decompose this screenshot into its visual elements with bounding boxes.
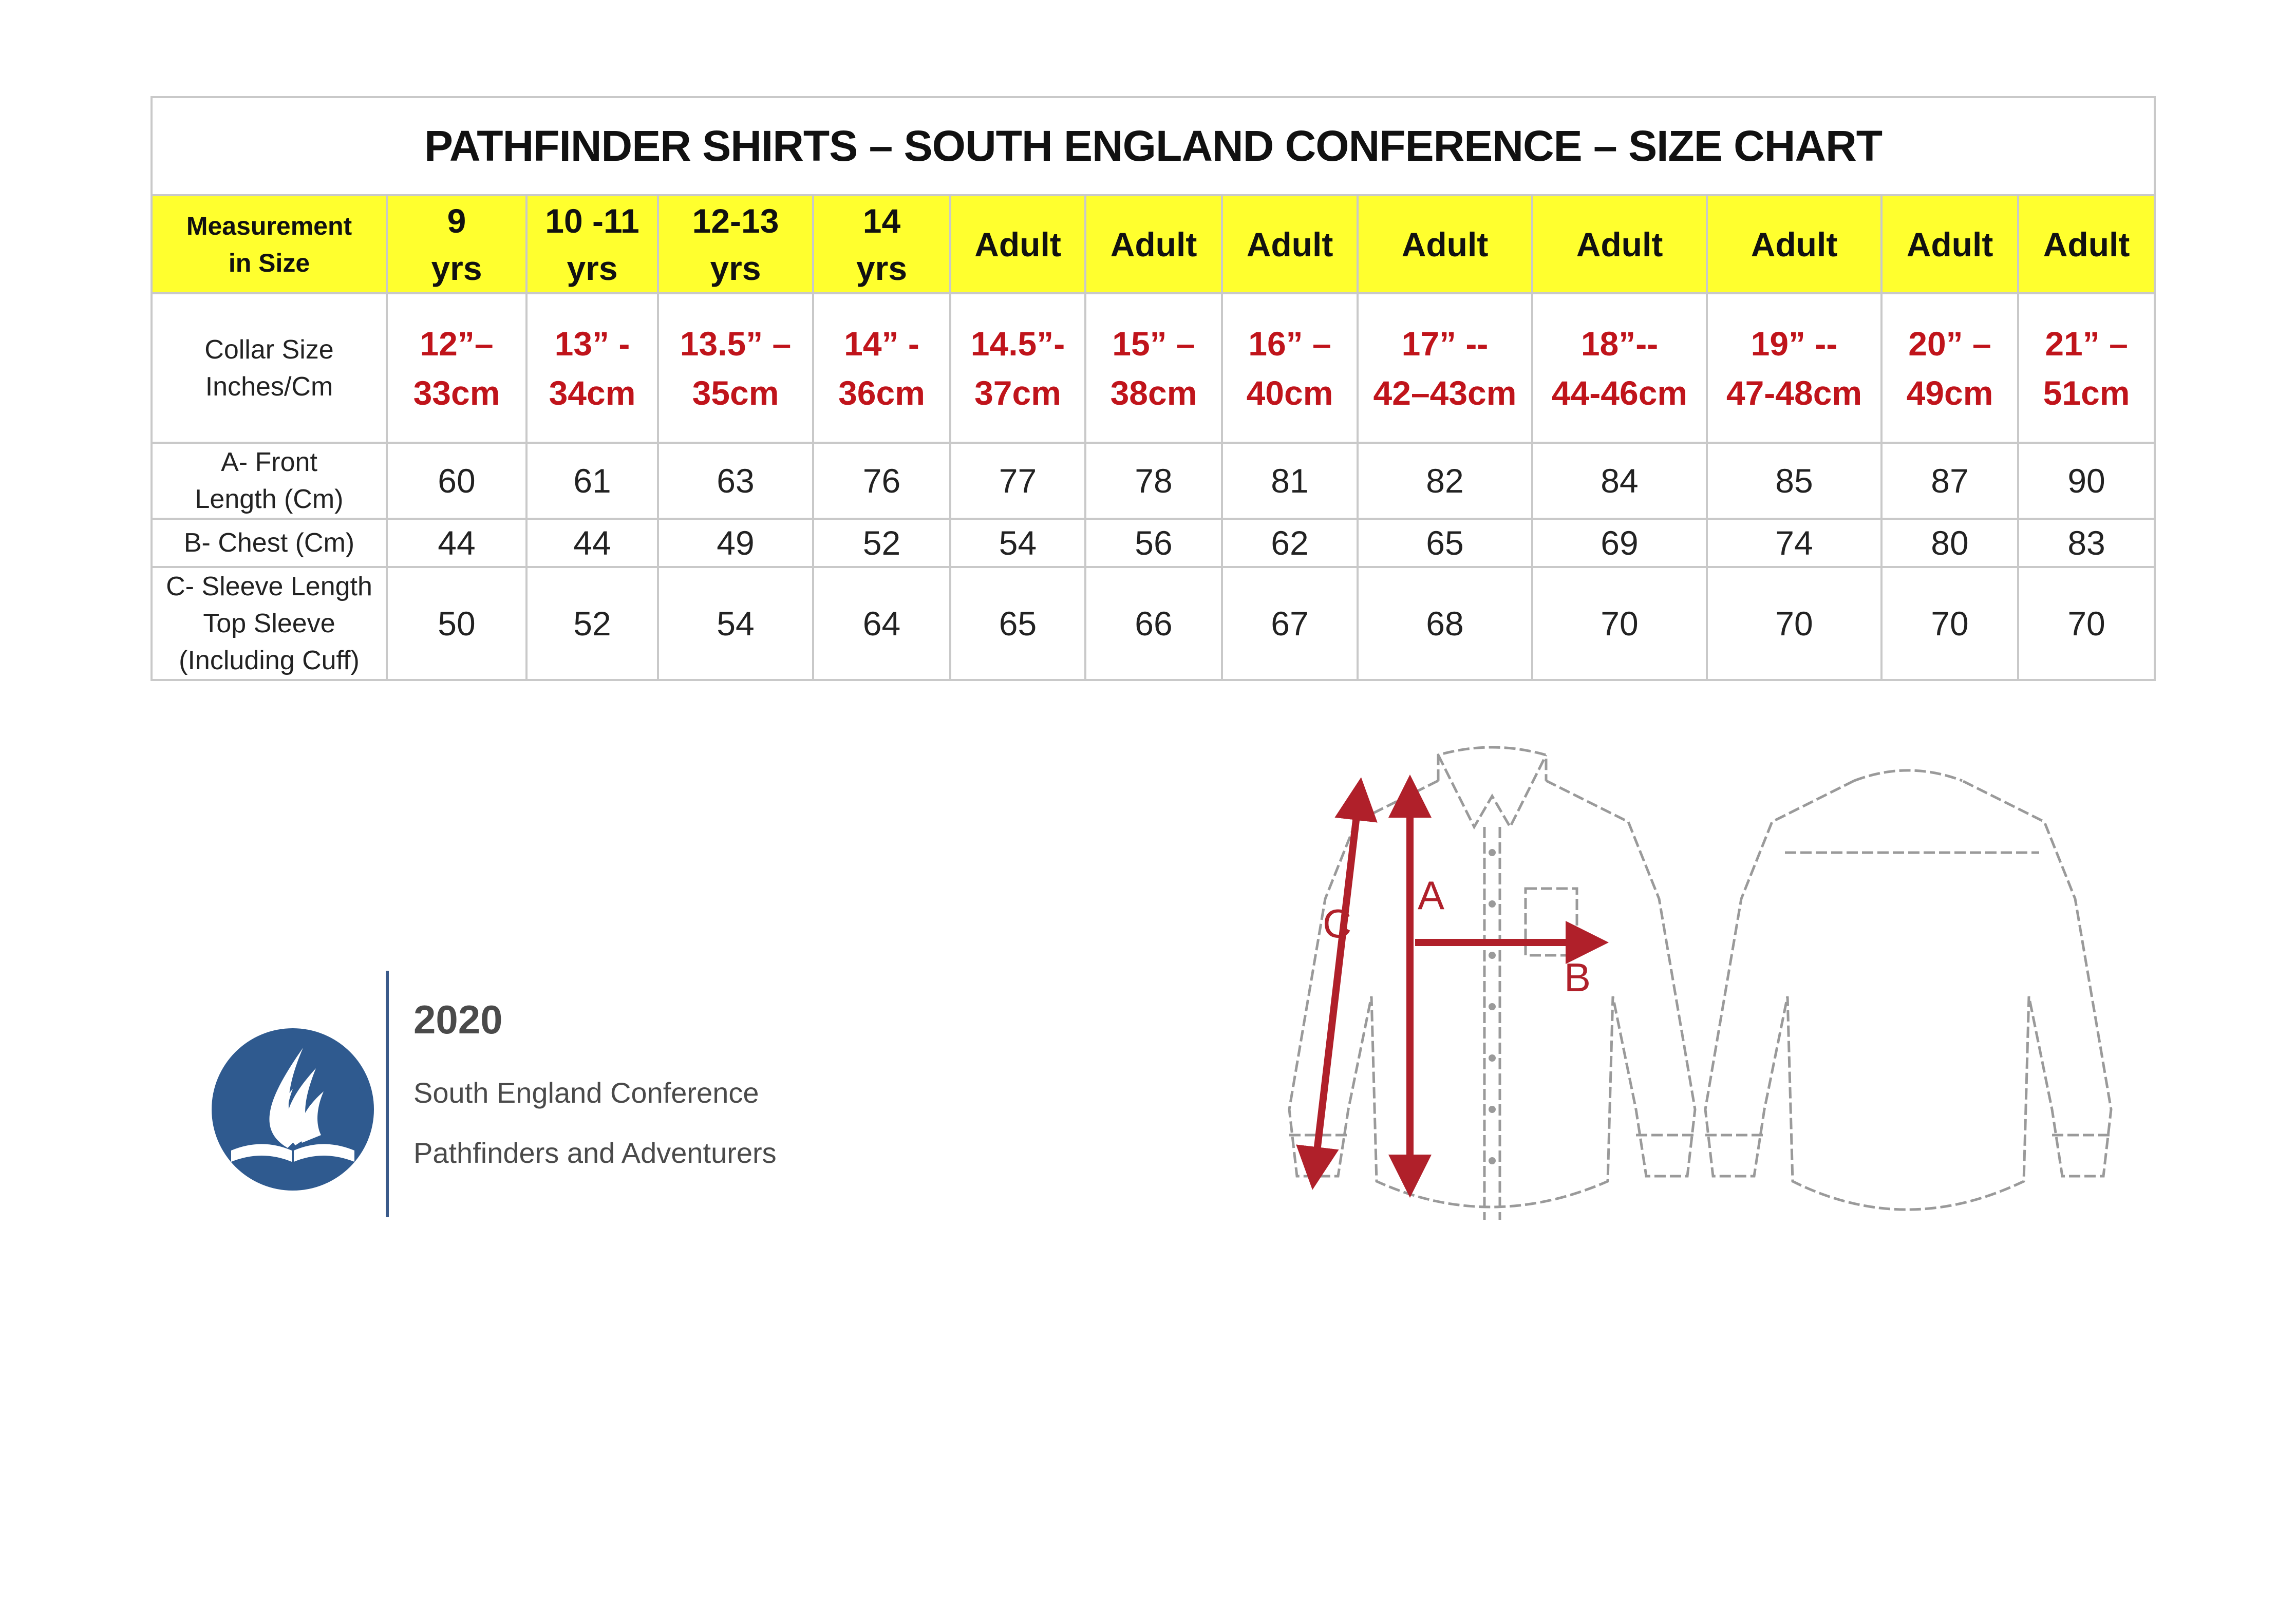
chest-row: [152, 519, 2155, 567]
chart-title: PATHFINDER SHIRTS – SOUTH ENGLAND CONFERENCE – SIZE CHART: [152, 97, 2155, 195]
cell-line: 44: [438, 524, 476, 562]
cell-line: 51cm: [2043, 373, 2130, 412]
organization-name: South England Conference: [413, 1077, 759, 1109]
table-cell: [2018, 567, 2155, 680]
table-cell: [813, 519, 950, 567]
size-header-cell: [2018, 195, 2155, 293]
cell-line: 85: [1775, 462, 1813, 500]
table-cell: [1881, 443, 2018, 519]
cell-line: 12-13: [692, 201, 779, 240]
cell-line: 60: [438, 462, 476, 500]
size-table: [150, 96, 2156, 681]
cell-line: 90: [2067, 462, 2105, 500]
table-cell: [1707, 443, 1881, 519]
table-cell: [658, 293, 813, 443]
table-cell: [1085, 293, 1222, 443]
cell-line: Adult: [974, 225, 1061, 263]
cell-line: 10 -11: [545, 201, 639, 240]
size-header-cell: [1085, 195, 1222, 293]
size-header-cell: [658, 195, 813, 293]
collar-size-row: [152, 293, 2155, 443]
cell-line: yrs: [567, 249, 618, 287]
cell-line: yrs: [431, 249, 482, 287]
cell-line: 16” –: [1248, 324, 1331, 363]
cell-line: 70: [2067, 605, 2105, 643]
cell-line: B- Chest (Cm): [183, 528, 355, 558]
cell-line: 64: [862, 605, 901, 643]
cell-line: 49cm: [1906, 373, 1993, 412]
table-cell: [1881, 293, 2018, 443]
size-chart: [150, 96, 2154, 681]
table-cell: [1085, 519, 1222, 567]
table-cell: [813, 443, 950, 519]
size-header-cell: [950, 195, 1085, 293]
table-cell: [1222, 567, 1358, 680]
cell-line: Collar Size: [204, 334, 334, 365]
table-cell: [1358, 443, 1532, 519]
cell-line: 74: [1775, 524, 1813, 562]
front-length-row: [152, 443, 2155, 519]
cell-line: 70: [1931, 605, 1969, 643]
cell-line: Adult: [2043, 225, 2130, 263]
table-cell: [950, 519, 1085, 567]
cell-line: Adult: [1246, 225, 1333, 263]
title-row: [152, 97, 2155, 195]
sleeve-length-arrow: [1315, 799, 1359, 1168]
size-header-cell: [813, 195, 950, 293]
table-cell: [2018, 293, 2155, 443]
table-cell: [1532, 519, 1707, 567]
cell-line: 12”–: [420, 324, 494, 363]
cell-line: 62: [1271, 524, 1309, 562]
row-label: [152, 443, 387, 519]
table-cell: [2018, 519, 2155, 567]
cell-line: A- Front: [221, 447, 317, 477]
cell-line: 87: [1931, 462, 1969, 500]
cell-line: yrs: [856, 249, 908, 287]
table-cell: [1222, 443, 1358, 519]
cell-line: yrs: [710, 249, 761, 287]
cell-line: 13” -: [554, 324, 630, 363]
table-cell: [1222, 519, 1358, 567]
cell-line: (Including Cuff): [179, 646, 360, 675]
cell-line: 20” –: [1908, 324, 1991, 363]
cell-line: 82: [1426, 462, 1464, 500]
shirt-measurement-diagram: [1258, 740, 2157, 1243]
cell-line: 9: [447, 201, 466, 240]
cell-line: 54: [717, 605, 755, 643]
cell-line: 66: [1135, 605, 1173, 643]
table-cell: [387, 443, 526, 519]
shirt-back-icon: [1705, 770, 2111, 1210]
table-cell: [1222, 293, 1358, 443]
table-cell: [1707, 519, 1881, 567]
flame-bible-logo-icon: [211, 1027, 375, 1192]
cell-line: Adult: [1110, 225, 1197, 263]
row-label: [152, 567, 387, 680]
cell-line: 78: [1135, 462, 1173, 500]
cell-line: 84: [1601, 462, 1639, 500]
cell-line: 44-46cm: [1551, 373, 1688, 412]
cell-line: 52: [573, 605, 611, 643]
row-label: [152, 293, 387, 443]
table-cell: [658, 519, 813, 567]
cell-line: 14: [862, 201, 901, 240]
cell-line: 70: [1775, 605, 1813, 643]
size-header-cell: [1222, 195, 1358, 293]
size-header-row: [152, 195, 2155, 293]
cell-line: 38cm: [1110, 373, 1197, 412]
table-cell: [950, 443, 1085, 519]
cell-line: C- Sleeve Length: [166, 572, 372, 601]
header-label: Measurement in Size: [152, 195, 387, 293]
size-header-cell: [387, 195, 526, 293]
shirt-front-buttons: [1489, 849, 1496, 1164]
cell-line: 67: [1271, 605, 1309, 643]
table-cell: [387, 519, 526, 567]
cell-line: 65: [1426, 524, 1464, 562]
cell-line: 69: [1601, 524, 1639, 562]
size-header-cell: [1707, 195, 1881, 293]
logo-year: 2020: [413, 997, 503, 1042]
cell-line: 68: [1426, 605, 1464, 643]
table-cell: [526, 567, 658, 680]
cell-line: 37cm: [974, 373, 1061, 412]
table-cell: [1358, 567, 1532, 680]
cell-line: 81: [1271, 462, 1309, 500]
cell-line: 83: [2067, 524, 2105, 562]
table-cell: [1532, 443, 1707, 519]
cell-line: 65: [999, 605, 1037, 643]
table-cell: [1881, 567, 2018, 680]
cell-line: 36cm: [838, 373, 925, 412]
table-cell: [1532, 567, 1707, 680]
cell-line: 50: [438, 605, 476, 643]
table-cell: [950, 293, 1085, 443]
size-header-cell: [1532, 195, 1707, 293]
row-label: [152, 519, 387, 567]
label-a: A: [1418, 873, 1445, 918]
cell-line: Top Sleeve: [203, 609, 335, 638]
size-header-cell: [1358, 195, 1532, 293]
cell-line: 52: [862, 524, 901, 562]
cell-line: 13.5” –: [680, 324, 792, 363]
cell-line: 76: [862, 462, 901, 500]
table-cell: [813, 293, 950, 443]
cell-line: 80: [1931, 524, 1969, 562]
table-cell: [1085, 443, 1222, 519]
table-cell: [658, 567, 813, 680]
table-cell: [1707, 567, 1881, 680]
cell-line: 70: [1601, 605, 1639, 643]
label-c: C: [1323, 901, 1352, 946]
table-cell: [387, 293, 526, 443]
cell-line: 35cm: [692, 373, 779, 412]
organization-subtitle: Pathfinders and Adventurers: [413, 1137, 777, 1169]
measurement-arrows: [1315, 796, 1587, 1176]
sleeve-length-row: [152, 567, 2155, 680]
cell-line: 33cm: [413, 373, 500, 412]
conference-logo-block: [205, 971, 873, 1217]
cell-line: 44: [573, 524, 611, 562]
cell-line: 61: [573, 462, 611, 500]
cell-line: 18”--: [1580, 324, 1659, 363]
table-cell: [813, 567, 950, 680]
cell-line: Adult: [1401, 225, 1489, 263]
table-cell: [526, 293, 658, 443]
cell-line: 40cm: [1246, 373, 1333, 412]
table-cell: [1532, 293, 1707, 443]
table-cell: [1358, 293, 1532, 443]
cell-line: Adult: [1576, 225, 1663, 263]
table-cell: [387, 567, 526, 680]
table-cell: [1358, 519, 1532, 567]
label-b: B: [1564, 955, 1591, 1000]
cell-line: 47-48cm: [1726, 373, 1862, 412]
table-cell: [1881, 519, 2018, 567]
size-header-cell: [526, 195, 658, 293]
cell-line: 17” --: [1401, 324, 1489, 363]
cell-line: 21” –: [2045, 324, 2128, 363]
table-cell: [2018, 443, 2155, 519]
table-cell: [658, 443, 813, 519]
cell-line: Adult: [1906, 225, 1993, 263]
logo-divider: [386, 971, 389, 1217]
table-cell: [1085, 567, 1222, 680]
cell-line: Length (Cm): [195, 484, 344, 514]
cell-line: 34cm: [549, 373, 636, 412]
cell-line: 15” –: [1112, 324, 1195, 363]
table-cell: [526, 519, 658, 567]
cell-line: 42–43cm: [1373, 373, 1517, 412]
shirt-front-icon: [1289, 747, 1695, 1220]
cell-line: 63: [717, 462, 755, 500]
cell-line: 77: [999, 462, 1037, 500]
table-cell: [1707, 293, 1881, 443]
cell-line: 14” -: [844, 324, 919, 363]
cell-line: Inches/Cm: [205, 371, 333, 402]
table-cell: [950, 567, 1085, 680]
cell-line: 56: [1135, 524, 1173, 562]
size-header-cell: [1881, 195, 2018, 293]
cell-line: 19” --: [1751, 324, 1838, 363]
cell-line: 49: [717, 524, 755, 562]
cell-line: Adult: [1751, 225, 1838, 263]
table-cell: [526, 443, 658, 519]
cell-line: 14.5”-: [970, 324, 1065, 363]
cell-line: 54: [999, 524, 1037, 562]
